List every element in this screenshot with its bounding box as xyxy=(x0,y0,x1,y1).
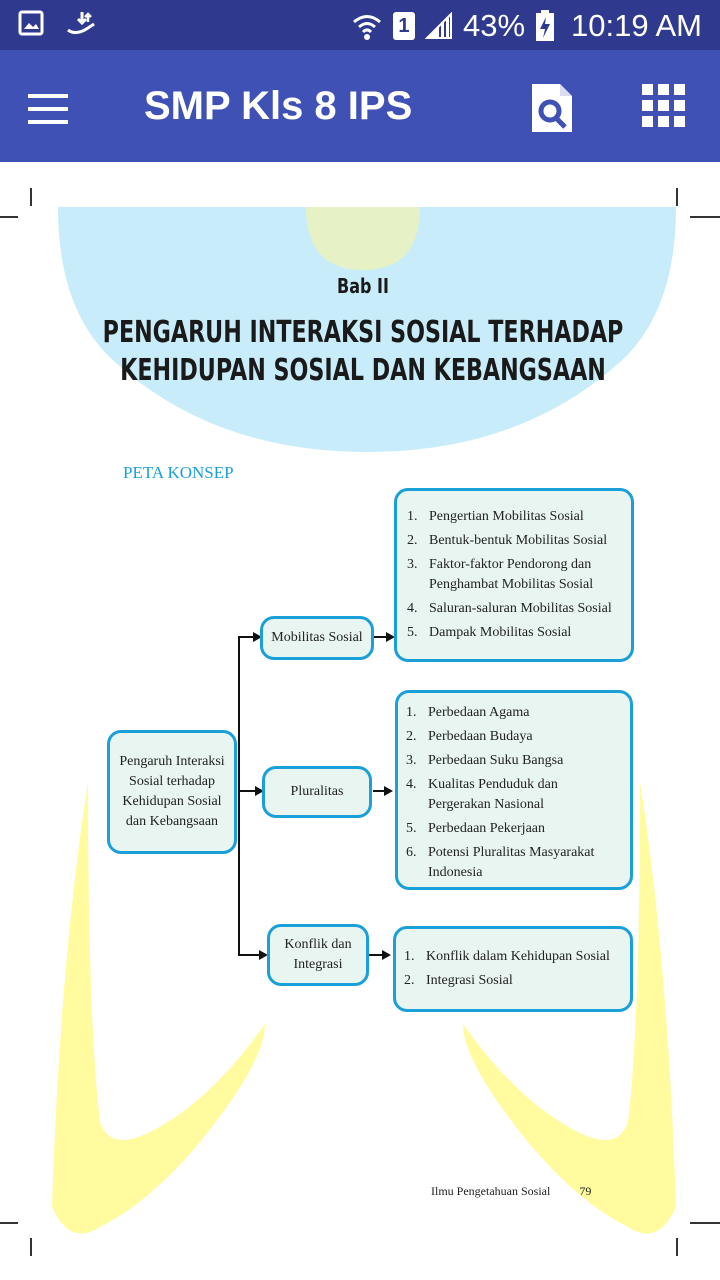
chapter-label: Bab II xyxy=(337,274,389,298)
connector-line xyxy=(238,790,256,792)
menu-icon[interactable] xyxy=(28,94,68,124)
sim-slot-number: 1 xyxy=(398,15,410,37)
connector-line xyxy=(368,954,383,956)
connector-line xyxy=(238,636,240,956)
list-item: 5. Perbedaan Pekerjaan xyxy=(406,821,545,836)
status-bar xyxy=(0,0,720,50)
app-bar xyxy=(0,50,720,162)
sim-icon xyxy=(393,12,415,40)
branch-node-label: Pluralitas xyxy=(290,784,344,799)
root-node-line: dan Kebangsaan xyxy=(125,814,219,829)
chapter-title-line2: KEHIDUPAN SOSIAL DAN KEBANGSAAN xyxy=(120,353,606,388)
document-search-icon[interactable] xyxy=(528,82,576,134)
clock: 10:19 AM xyxy=(571,8,702,43)
download-icon xyxy=(66,10,96,38)
root-node-line: Kehidupan Sosial xyxy=(122,794,222,809)
list-item: 1. Perbedaan Agama xyxy=(406,705,530,720)
list-item: 3. Perbedaan Suku Bangsa xyxy=(406,753,564,768)
page-number: 79 xyxy=(579,1184,592,1198)
detail-box-pluralitas xyxy=(395,690,633,890)
list-item: 3. Faktor-faktor Pendorong dan Penghambat Mobilitas Sosial xyxy=(407,557,594,592)
list-item: 5. Dampak Mobilitas Sosial xyxy=(407,625,572,640)
connector-line xyxy=(238,636,254,638)
branch-node-pluralitas xyxy=(262,766,372,818)
branch-node-konflik xyxy=(267,924,369,986)
list-item: 4. Kualitas Penduduk dan Pergerakan Nasional xyxy=(406,777,558,812)
arrow-head xyxy=(382,950,391,960)
app-title: SMP Kls 8 IPS xyxy=(144,84,413,128)
list-item: 2. Integrasi Sosial xyxy=(404,973,513,988)
branch-node-label: Integrasi xyxy=(293,957,343,972)
detail-list xyxy=(407,507,621,643)
list-item: 2. Bentuk-bentuk Mobilitas Sosial xyxy=(407,533,608,548)
list-item: 1. Pengertian Mobilitas Sosial xyxy=(407,509,584,524)
status-bar-right xyxy=(351,8,702,44)
root-node-line: Pengaruh Interaksi xyxy=(119,754,225,769)
detail-list xyxy=(404,947,622,991)
document-viewer[interactable] xyxy=(0,162,720,1280)
page-footer xyxy=(431,1184,591,1199)
branch-node-mobilitas xyxy=(260,616,374,660)
list-item: 4. Saluran-saluran Mobilitas Sosial xyxy=(407,601,612,616)
image-icon xyxy=(18,10,44,36)
footer-text: Ilmu Pengetahuan Sosial xyxy=(431,1184,551,1198)
list-item: 1. Konflik dalam Kehidupan Sosial xyxy=(404,949,610,964)
connector-line xyxy=(373,636,387,638)
detail-box-konflik xyxy=(393,926,633,1012)
concept-root-node xyxy=(107,730,237,854)
chapter-title xyxy=(94,314,631,390)
detail-box-mobilitas xyxy=(394,488,634,662)
branch-node-label: Mobilitas Sosial xyxy=(271,630,363,645)
detail-list xyxy=(406,703,622,883)
battery-percent: 43% xyxy=(462,8,526,43)
arrow-head xyxy=(384,786,393,796)
status-bar-left xyxy=(18,10,96,38)
signal-icon xyxy=(425,12,453,40)
list-item: 6. Potensi Pluralitas Masyarakat Indonesia xyxy=(406,845,595,880)
connector-line xyxy=(238,954,260,956)
section-label: PETA KONSEP xyxy=(123,463,234,482)
list-item: 2. Perbedaan Budaya xyxy=(406,729,533,744)
battery-charging-icon xyxy=(535,10,555,42)
wifi-icon xyxy=(351,11,383,41)
branch-node-label: Konflik dan xyxy=(284,937,352,952)
root-node-line: Sosial terhadap xyxy=(129,774,215,789)
chapter-title-line1: PENGARUH INTERAKSI SOSIAL TERHADAP xyxy=(102,315,624,350)
apps-grid-icon[interactable] xyxy=(642,84,685,127)
